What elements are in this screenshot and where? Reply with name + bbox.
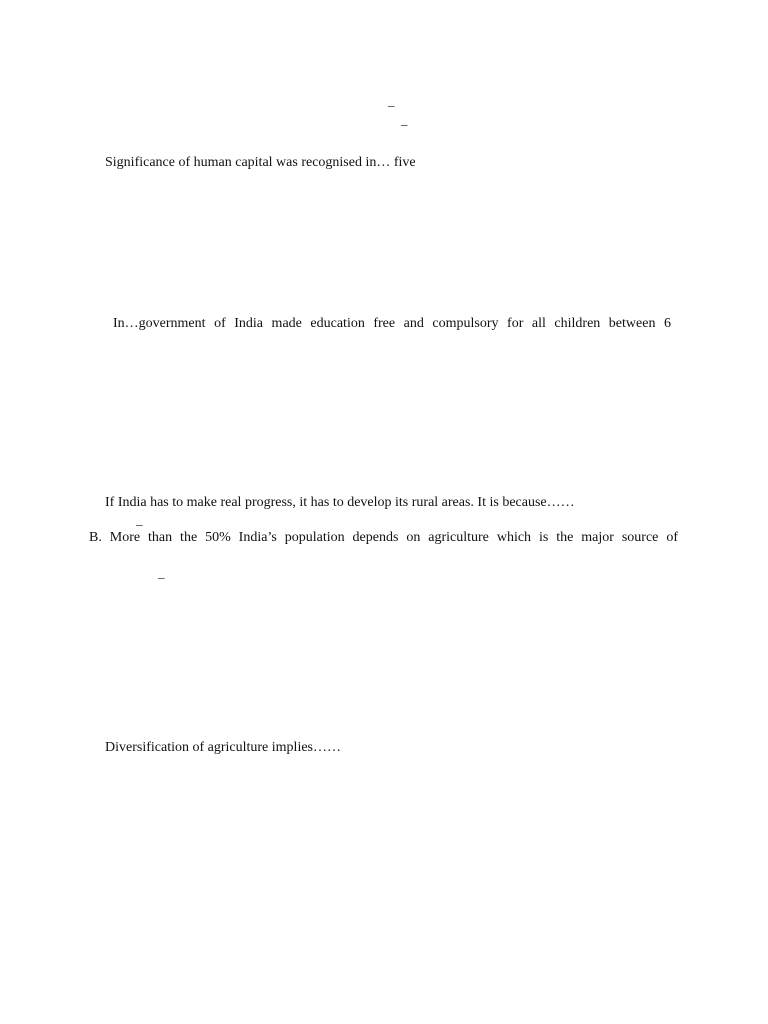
question-line-rural-areas: If India has to make real progress, it has to develop its rural areas. It is because…… xyxy=(105,495,575,510)
dash-mark: _ xyxy=(136,512,143,527)
dash-mark: _ xyxy=(388,93,395,108)
dash-mark: _ xyxy=(401,112,408,127)
dash-mark: _ xyxy=(158,565,165,580)
question-line-human-capital: Significance of human capital was recognised in… five xyxy=(105,155,416,170)
question-line-diversification: Diversification of agriculture implies…… xyxy=(105,740,341,755)
answer-option-b: B. More than the 50% India’s population depends on agriculture which is the major source of xyxy=(89,530,678,545)
question-line-education-act: In…government of India made education free and compulsory for all children between 6 xyxy=(113,316,671,331)
